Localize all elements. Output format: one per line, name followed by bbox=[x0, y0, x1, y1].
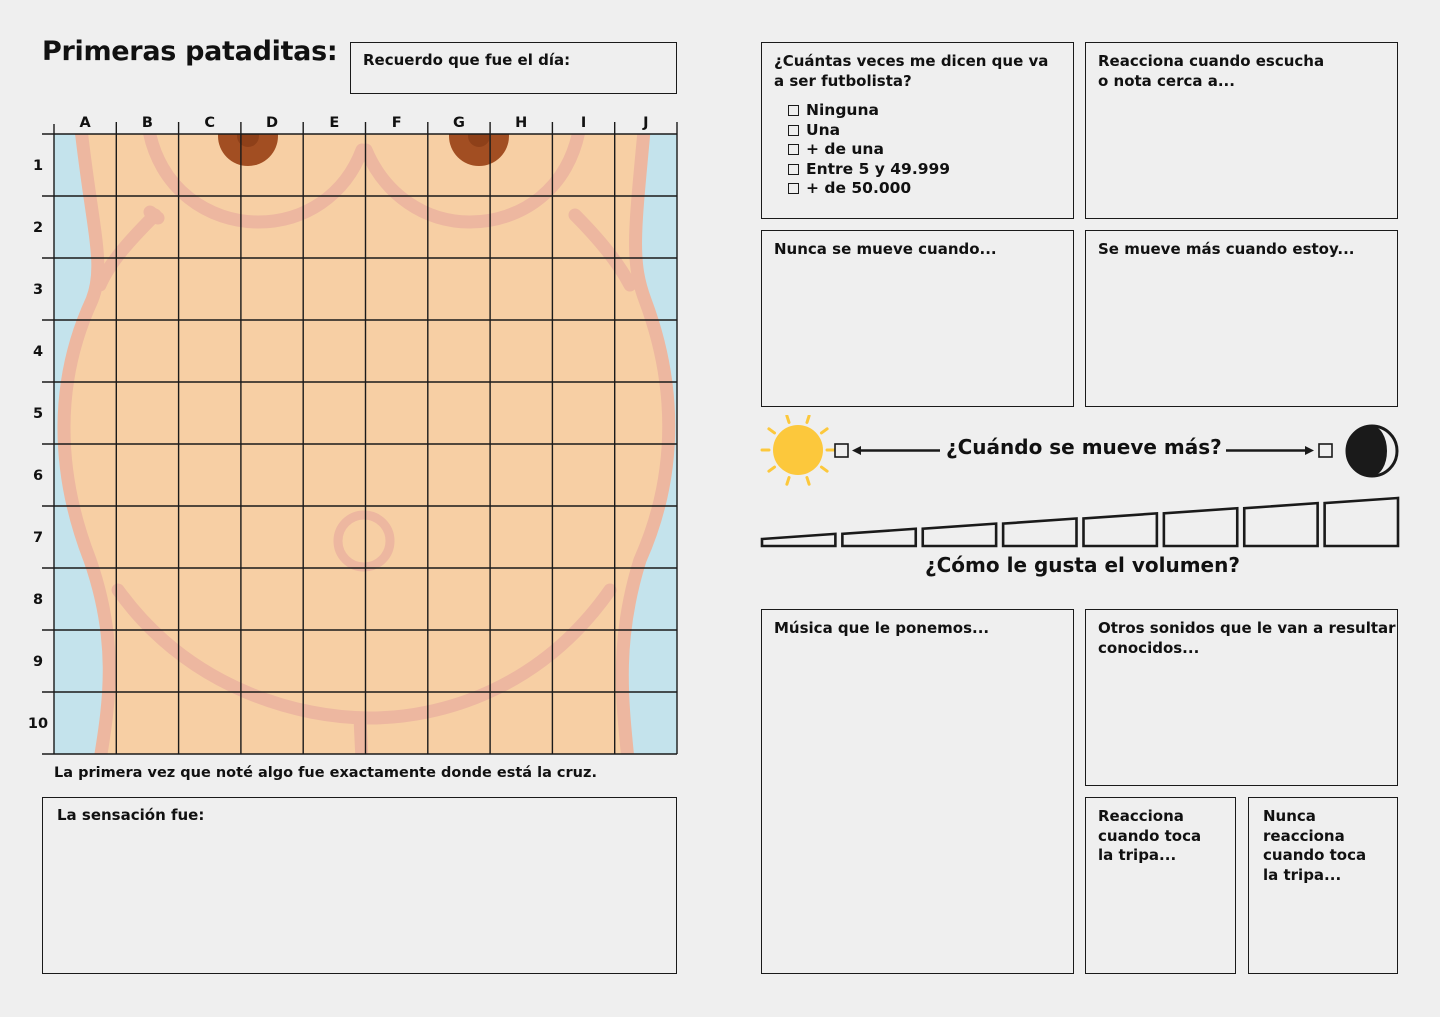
moves-more-label: Se mueve más cuando estoy... bbox=[1098, 240, 1355, 258]
touch-never-box[interactable] bbox=[1248, 797, 1398, 974]
option-label: + de una bbox=[806, 140, 884, 158]
row-label: 10 bbox=[27, 716, 49, 732]
date-field-label: Recuerdo que fue el día: bbox=[363, 51, 571, 69]
never-moves-box[interactable] bbox=[761, 230, 1074, 407]
never-moves-label: Nunca se mueve cuando... bbox=[774, 240, 997, 258]
moon-icon bbox=[1347, 426, 1397, 476]
row-label: 9 bbox=[32, 654, 44, 670]
sun-ray bbox=[787, 416, 789, 423]
column-labels bbox=[80, 115, 649, 131]
day-checkbox[interactable] bbox=[835, 444, 848, 457]
volume-level-7[interactable] bbox=[1244, 503, 1317, 546]
column-label: A bbox=[79, 115, 91, 131]
column-label: I bbox=[580, 115, 587, 131]
volume-level-2[interactable] bbox=[842, 529, 915, 546]
page-title: Primeras pataditas: bbox=[42, 36, 338, 67]
volume-level-8[interactable] bbox=[1325, 498, 1398, 546]
volume-question: ¿Cómo le gusta el volumen? bbox=[925, 553, 1240, 577]
checkbox[interactable] bbox=[788, 183, 799, 194]
checkbox[interactable] bbox=[788, 105, 799, 116]
option-entre-5-y-49999[interactable] bbox=[788, 160, 950, 180]
when-moves-section bbox=[760, 415, 1405, 487]
sun-ray bbox=[807, 478, 809, 485]
music-label: Música que le ponemos... bbox=[774, 619, 990, 637]
row-label: 1 bbox=[32, 158, 44, 174]
other-sounds-box[interactable] bbox=[1085, 609, 1398, 786]
grid-caption: La primera vez que noté algo fue exactamente donde está la cruz. bbox=[54, 765, 597, 781]
right-nipple-center bbox=[468, 125, 490, 147]
sun-ray bbox=[821, 429, 827, 433]
music-box[interactable] bbox=[761, 609, 1074, 974]
volume-bars bbox=[755, 490, 1405, 555]
volume-level-3[interactable] bbox=[923, 524, 996, 546]
column-label: F bbox=[391, 115, 402, 131]
checkbox[interactable] bbox=[788, 125, 799, 136]
left-chest-mark bbox=[150, 212, 158, 218]
touch-never-label: Nunca reacciona cuando toca la tripa... bbox=[1263, 807, 1367, 884]
volume-level-5[interactable] bbox=[1084, 513, 1157, 546]
row-label: 2 bbox=[32, 220, 44, 236]
checkbox[interactable] bbox=[788, 144, 799, 155]
row-label: 7 bbox=[32, 530, 44, 546]
touch-reacts-box[interactable] bbox=[1085, 797, 1236, 974]
volume-level-1[interactable] bbox=[762, 534, 835, 546]
reacts-near-label: Reacciona cuando escucha o nota cerca a... bbox=[1098, 52, 1325, 90]
column-label: D bbox=[266, 115, 279, 131]
option-label: + de 50.000 bbox=[806, 179, 912, 197]
column-label: H bbox=[515, 115, 528, 131]
option-una[interactable] bbox=[788, 121, 950, 141]
column-label: B bbox=[141, 115, 153, 131]
touch-reacts-label: Reacciona cuando toca la tripa... bbox=[1098, 807, 1202, 864]
sun-ray bbox=[769, 467, 775, 471]
night-checkbox[interactable] bbox=[1319, 444, 1332, 457]
row-labels bbox=[28, 158, 48, 732]
option-label: Entre 5 y 49.999 bbox=[806, 159, 951, 178]
left-arrow-head bbox=[852, 446, 861, 455]
sun-ray bbox=[769, 429, 775, 433]
option-mas-de-50000[interactable] bbox=[788, 179, 950, 199]
footballer-question: ¿Cuántas veces me dicen que va a ser futbolista? bbox=[774, 52, 1049, 90]
belly-grid-svg[interactable] bbox=[0, 0, 720, 800]
row-label: 4 bbox=[32, 344, 44, 360]
option-mas-de-una[interactable] bbox=[788, 140, 950, 160]
when-moves-question: ¿Cuándo se mueve más? bbox=[946, 435, 1222, 459]
row-label: 5 bbox=[32, 406, 44, 422]
checkbox[interactable] bbox=[788, 164, 799, 175]
right-arrow-head bbox=[1305, 446, 1314, 455]
volume-level-4[interactable] bbox=[1003, 519, 1076, 547]
footballer-options bbox=[788, 101, 950, 199]
option-label: Una bbox=[806, 120, 841, 139]
sun-ray bbox=[821, 467, 827, 471]
footballer-box bbox=[761, 42, 1074, 219]
column-label: C bbox=[204, 115, 216, 131]
other-sounds-label: Otros sonidos que le van a resultar conocidos... bbox=[1098, 619, 1396, 657]
sensation-box[interactable] bbox=[42, 797, 677, 974]
sensation-label: La sensación fue: bbox=[57, 806, 205, 824]
reacts-near-box[interactable] bbox=[1085, 42, 1398, 219]
sun-icon bbox=[762, 416, 834, 484]
sun-ray bbox=[787, 478, 789, 485]
column-label: J bbox=[643, 115, 649, 131]
moves-more-box[interactable] bbox=[1085, 230, 1398, 407]
row-label: 3 bbox=[32, 282, 44, 298]
option-label: Ninguna bbox=[806, 101, 879, 119]
row-label: 8 bbox=[32, 592, 44, 608]
option-ninguna[interactable] bbox=[788, 101, 950, 121]
column-label: E bbox=[329, 115, 340, 131]
belly-grid[interactable] bbox=[0, 0, 720, 800]
sun-ray bbox=[807, 416, 809, 423]
volume-scale bbox=[755, 490, 1405, 555]
column-label: G bbox=[452, 115, 465, 131]
row-label: 6 bbox=[32, 468, 44, 484]
volume-level-6[interactable] bbox=[1164, 508, 1237, 546]
